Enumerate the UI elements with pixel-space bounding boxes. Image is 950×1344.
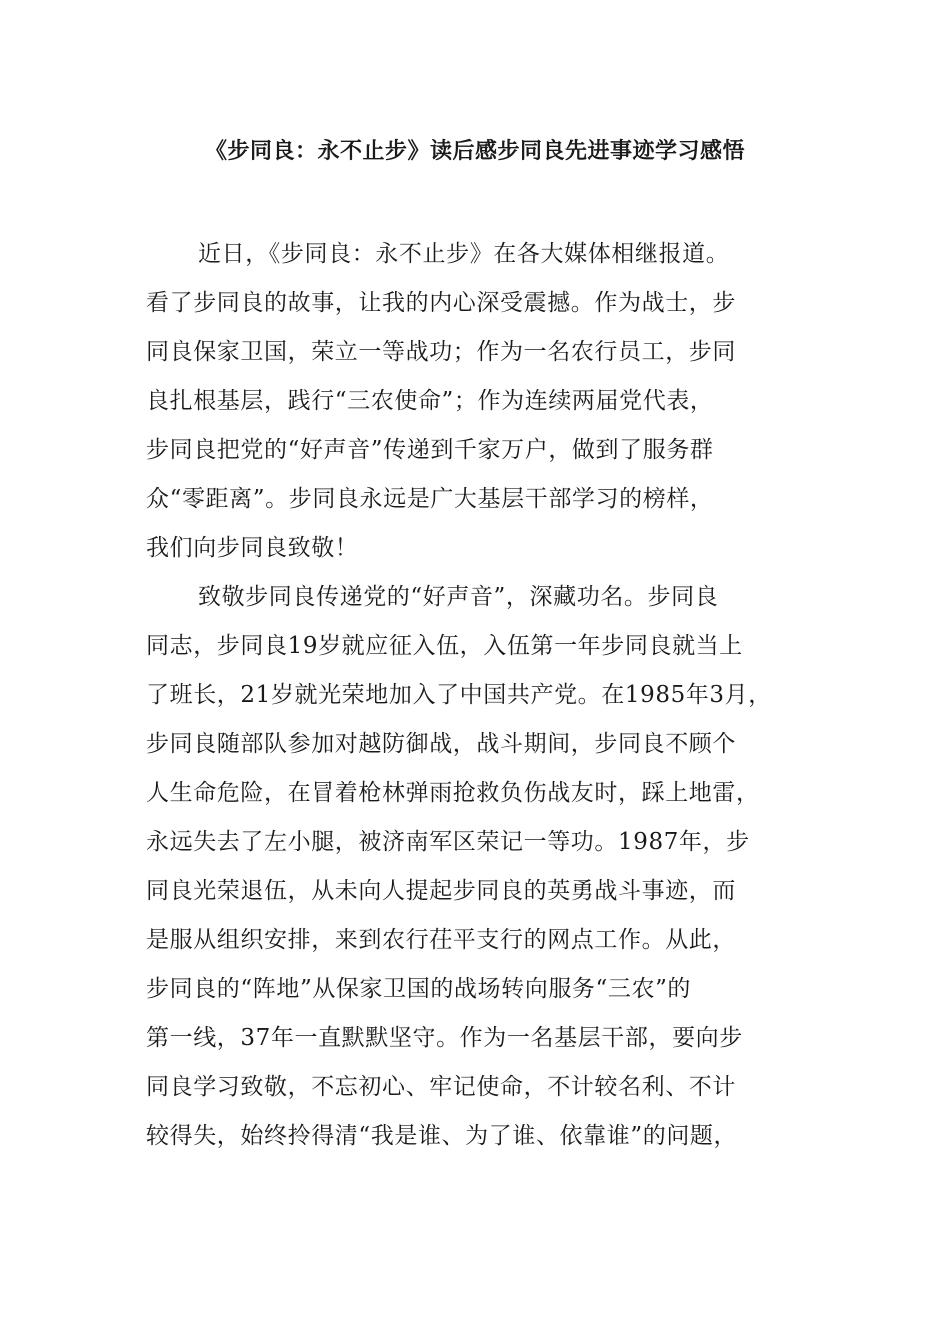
text-line: 步同良把党的“好声音”传递到千家万户，做到了服务群 <box>146 437 714 463</box>
text-line: 人生命危险，在冒着枪林弹雨抢救负伤战友时，踩上地雷， <box>146 780 760 806</box>
text-line: 步同良的“阵地”从保家卫国的战场转向服务“三农”的 <box>146 976 692 1002</box>
text-line: 第一线，37年一直默默坚守。作为一名基层干部，要向步 <box>146 1025 743 1051</box>
text-line: 较得失，始终拎得清“我是谁、为了谁、依靠谁”的问题， <box>146 1123 738 1149</box>
paragraph-2 <box>146 573 826 1161</box>
text-line: 永远失去了左小腿，被济南军区荣记一等功。1987年，步 <box>146 829 750 855</box>
text-line: 近日，《步同良：永不止步》在各大媒体相继报道。 <box>198 241 730 267</box>
text-line: 众“零距离”。步同良永远是广大基层干部学习的榜样， <box>146 486 714 512</box>
paragraph-1 <box>146 230 826 573</box>
text-line: 致敬步同良传递党的“好声音”，深藏功名。步同良 <box>198 584 719 610</box>
text-line: 步同良随部队参加对越防御战，战斗期间，步同良不顾个 <box>146 731 736 757</box>
text-line: 良扎根基层，践行“三农使命”；作为连续两届党代表， <box>146 388 714 414</box>
text-line: 同良学习致敬，不忘初心、牢记使命，不计较名利、不计 <box>146 1074 736 1100</box>
text-line: 同良保家卫国，荣立一等战功；作为一名农行员工，步同 <box>146 339 736 365</box>
text-line: 我们向步同良致敬！ <box>146 535 359 561</box>
text-line: 同良光荣退伍，从未向人提起步同良的英勇战斗事迹，而 <box>146 878 736 904</box>
text-line: 看了步同良的故事，让我的内心深受震撼。作为战士，步 <box>146 290 736 316</box>
text-line: 是服从组织安排，来到农行茌平支行的网点工作。从此， <box>146 927 736 953</box>
document-title: 《步同良：永不止步》读后感步同良先进事迹学习感悟 <box>204 139 745 164</box>
document-body <box>146 230 826 1161</box>
text-line: 同志，步同良19岁就应征入伍，入伍第一年步同良就当上 <box>146 633 743 659</box>
text-line: 了班长，21岁就光荣地加入了中国共产党。在1985年3月， <box>146 682 772 708</box>
